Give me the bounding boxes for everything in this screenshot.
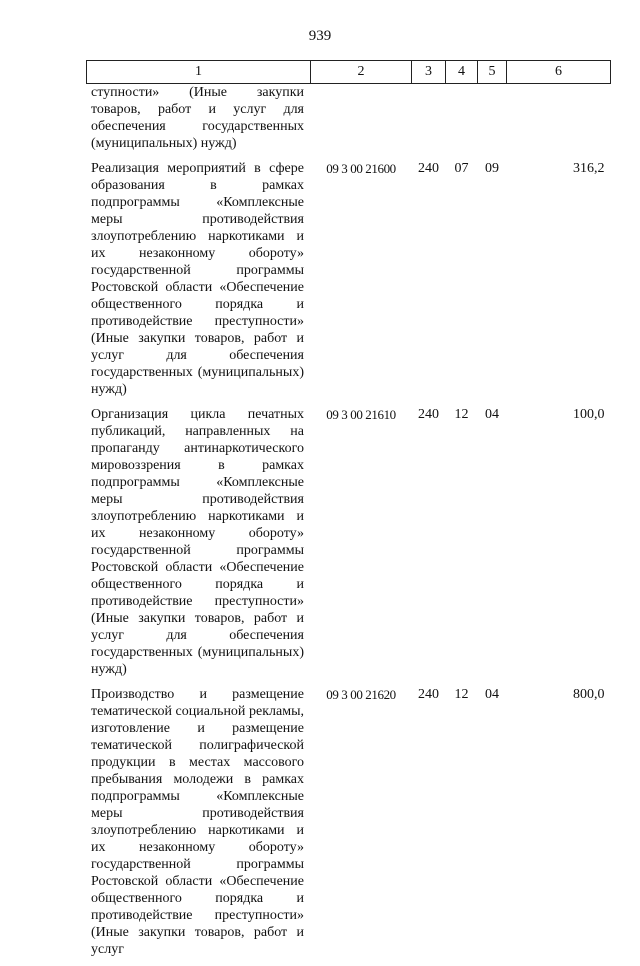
header-col-5: 5 bbox=[478, 61, 507, 84]
row-sum: 100,0 bbox=[507, 406, 611, 686]
row-rz: 12 bbox=[446, 686, 478, 966]
table-row bbox=[87, 160, 611, 406]
budget-table bbox=[86, 60, 611, 966]
table-row bbox=[87, 84, 611, 161]
row-name: Организация цикла печатных публикаций, направленных на пропаганду антинаркотического мировоззрения в рамках подпрограммы «Комплексные меры противодействия злоупотреблению наркотиками и их незаконному обороту» государственной программы Ростовской области «Обеспечение общественного порядка и противодействие преступности» (Иные закупки товаров, работ и услуг для обеспечения государственных (муниципальных) нужд) bbox=[87, 406, 311, 686]
row-code: 09 3 00 21620 bbox=[311, 686, 412, 966]
header-col-4: 4 bbox=[446, 61, 478, 84]
row-vr: 240 bbox=[412, 406, 446, 686]
row-pr bbox=[478, 84, 507, 161]
row-code: 09 3 00 21600 bbox=[311, 160, 412, 406]
row-sum: 316,2 bbox=[507, 160, 611, 406]
row-code: 09 3 00 21610 bbox=[311, 406, 412, 686]
row-vr bbox=[412, 84, 446, 161]
row-pr: 09 bbox=[478, 160, 507, 406]
row-rz: 12 bbox=[446, 406, 478, 686]
row-pr: 04 bbox=[478, 406, 507, 686]
row-pr: 04 bbox=[478, 686, 507, 966]
row-sum bbox=[507, 84, 611, 161]
row-name: ступности» (Иные закупки товаров, работ и услуг для обеспечения государственных (муниципальных) нужд) bbox=[87, 84, 311, 161]
header-col-1: 1 bbox=[87, 61, 311, 84]
row-vr: 240 bbox=[412, 686, 446, 966]
row-vr: 240 bbox=[412, 160, 446, 406]
row-sum: 800,0 bbox=[507, 686, 611, 966]
header-col-3: 3 bbox=[412, 61, 446, 84]
header-col-6: 6 bbox=[507, 61, 611, 84]
table-row bbox=[87, 406, 611, 686]
row-code bbox=[311, 84, 412, 161]
header-col-2: 2 bbox=[311, 61, 412, 84]
row-name: Производство и размещение тематической социальной рекламы, изготовление и размещение тематической полиграфической продукции в местах массового пребывания молодежи в рамках подпрограммы «Комплексные меры противодействия злоупотреблению наркотиками и их незаконному обороту» государственной программы Ростовской области «Обеспечение общественного порядка и противодействие преступности» (Иные закупки товаров, работ и услуг bbox=[87, 686, 311, 966]
table-body bbox=[87, 84, 611, 966]
row-rz: 07 bbox=[446, 160, 478, 406]
table-header bbox=[87, 61, 611, 84]
row-name: Реализация мероприятий в сфере образования в рамках подпрограммы «Комплексные меры противодействия злоупотреблению наркотиками и их незаконному обороту» государственной программы Ростовской области «Обеспечение общественного порядка и противодействие преступности» (Иные закупки товаров, работ и услуг для обеспечения государственных (муниципальных) нужд) bbox=[87, 160, 311, 406]
table-row bbox=[87, 686, 611, 966]
row-rz bbox=[446, 84, 478, 161]
page-number: 939 bbox=[0, 28, 640, 45]
